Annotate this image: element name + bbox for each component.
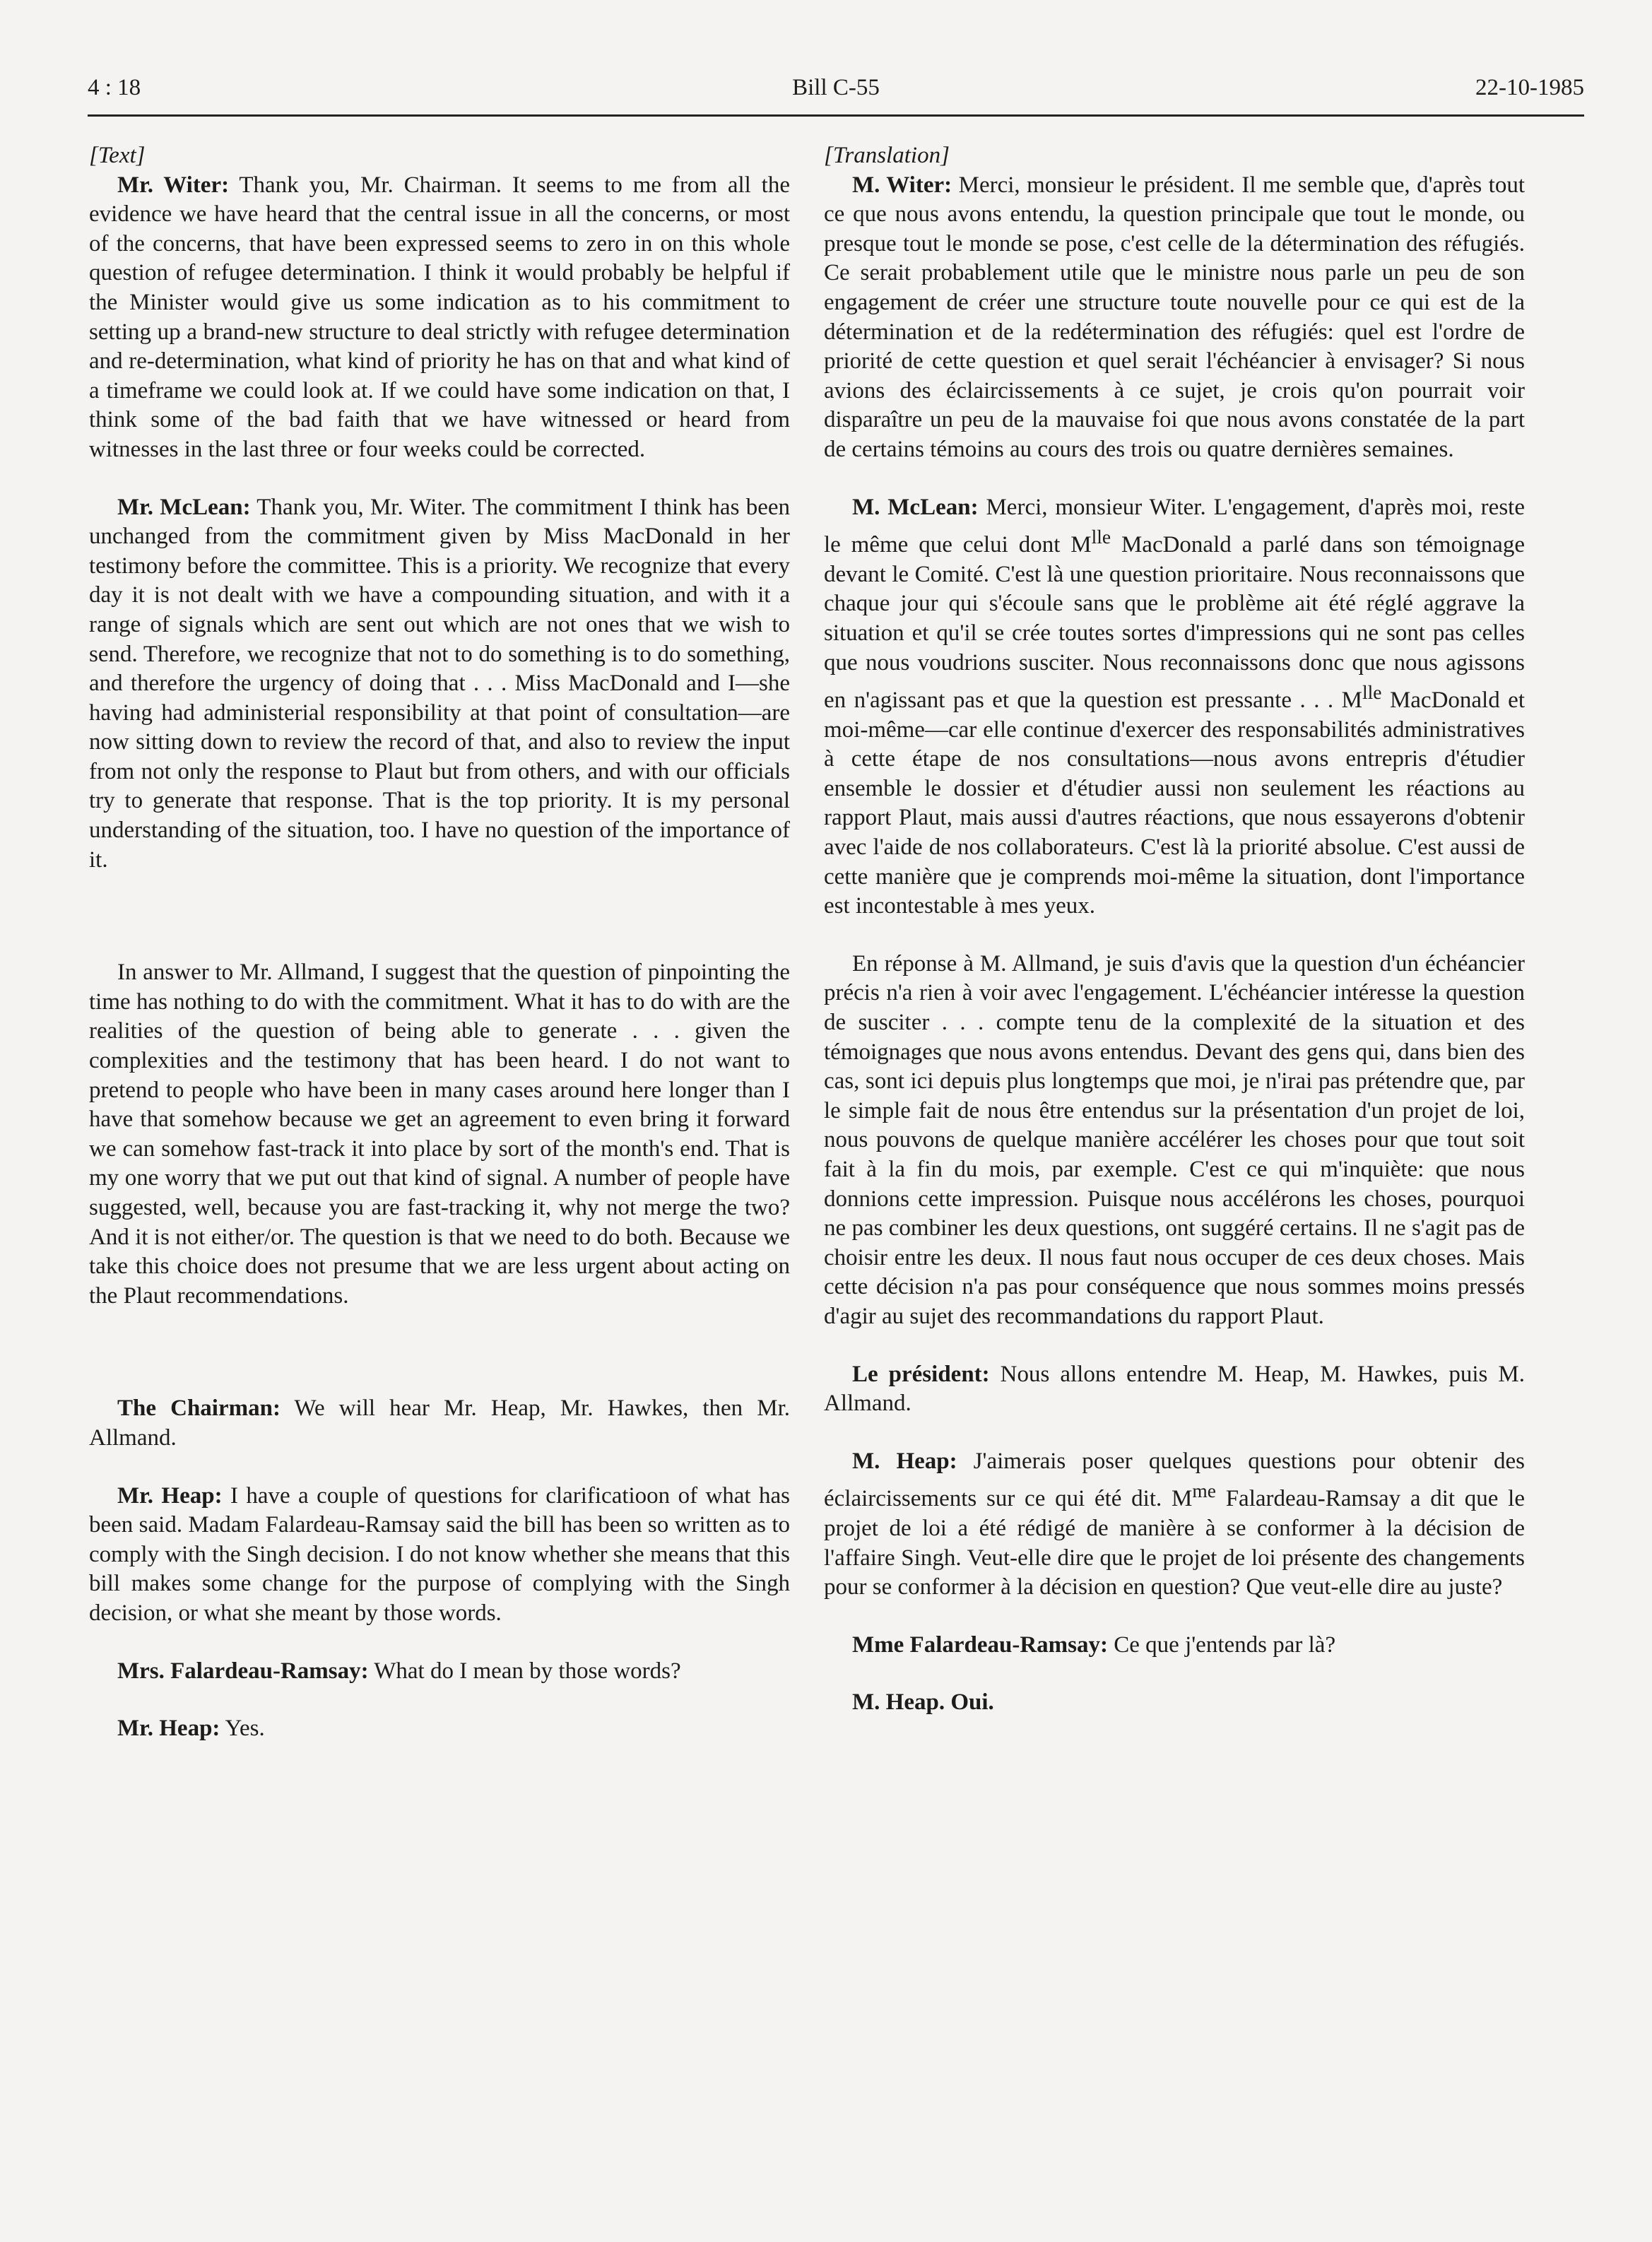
speaker-name: Mr. Heap: <box>117 1482 223 1509</box>
paragraph <box>89 1482 790 1629</box>
speaker-name: Mr. Heap: <box>117 1716 220 1742</box>
superscript: me <box>1192 1480 1216 1502</box>
paragraph <box>89 1714 790 1744</box>
speech-text: I have a couple of questions for clarificatioon of what has been said. Madam Falardeau-Ramsay said the bill has been so written as to comply with the Singh decision. I do not know whether she means that this bill makes some change for the purpose of complying with the Singh decision, or what she meant by those words. <box>89 1482 790 1626</box>
speaker-name: M. Witer: <box>852 172 952 198</box>
paragraph <box>824 1360 1525 1419</box>
page-header <box>88 72 1584 117</box>
speaker-name: Le président: <box>852 1361 990 1387</box>
speech-text: Merci, monsieur le président. Il me semble que, d'après tout ce que nous avons entendu, la question principale que tout le monde, ou presque tout le monde se pose, c'est celle de la détermination des réfugiés. Ce serait probablement utile que le ministre nous parle un peu de son engagement de créer une structure toute nouvelle pour ce qui est de la détermination et de la redétermination des réfugiés: quel est l'ordre de priorité de cette question et quel serait l'échéancier à envisager? Si nous avions des éclaircissements à ce sujet, je crois qu'on pourrait voir disparaître un peu de la mauvaise foi que nous avons constatée de la part de certains témoins au cours des trois ou quatre dernières semaines. <box>824 172 1525 462</box>
speech-text: MacDonald a parlé dans son témoignage devant le Comité. C'est là une question prioritaire. Nous reconnaissons que chaque jour qui s'écoule sans que le problème ait été réglé aggrave la situation et qu'il se crée toutes sortes d'impressions qui ne sont pas celles que nous voudrions susciter. Nous reconnaissons donc que nous agissons en n'agissant pas et que la question est pressante . . . M <box>824 532 1525 714</box>
speaker-name: M. Heap: <box>852 1448 957 1474</box>
paragraph <box>89 958 790 1311</box>
superscript: lle <box>1362 681 1382 704</box>
paragraph <box>824 171 1525 465</box>
speech-text: J'aimerais poser quelques questions pour obtenir des éclaircissements sur ce qui été dit. M <box>824 1448 1525 1512</box>
page-number: 4 : 18 <box>88 75 141 100</box>
column-label: [Text] <box>89 143 146 168</box>
bill-title: Bill C-55 <box>792 75 880 100</box>
speaker-name: The Chairman: <box>117 1396 281 1422</box>
speaker-name: Mr. Witer: <box>117 172 230 198</box>
speech-text: En réponse à M. Allmand, je suis d'avis que la question d'un échéancier précis n'a rien à voir avec l'engagement. L'échéancier intéresse la question de susciter . . . compte tenu de la complexité de la situation et des témoignages que nous avons entendus. Devant des gens qui, dans bien des cas, sont ici depuis plus longtemps que moi, je n'irai pas prétendre que, par le simple fait de nous être entendus sur la présentation d'un projet de loi, nous pouvons de quelque manière accélérer les choses pour que tout soit fait à la fin du mois, par exemple. C'est ce qui m'inquiète: que nous donnions cette impression. Puisque nous accélérons les choses, pourquoi ne pas combiner les deux questions, ont suggéré certains. Il ne s'agit pas de choisir entre les deux. Il nous faut nous occuper de ces deux choses. Mais cette décision n'a pas pour conséquence que nous sommes moins pressés d'agir au sujet des recommandations du rapport Plaut. <box>824 950 1525 1329</box>
speech-text: We will hear Mr. Heap, Mr. Hawkes, then Mr. Allmand. <box>89 1396 791 1451</box>
speech-text: Ce que j'entends par là? <box>1108 1632 1336 1658</box>
paragraph <box>824 1688 1525 1718</box>
header-date: 22-10-1985 <box>1475 75 1584 100</box>
paragraph <box>824 1447 1525 1603</box>
superscript: lle <box>1091 526 1111 548</box>
speech-text: Merci, monsieur Witer. L'engagement, d'après moi, reste le même que celui dont M <box>824 494 1525 558</box>
paragraph <box>824 950 1525 1332</box>
speaker-name: Mme Falardeau-Ramsay: <box>852 1632 1109 1658</box>
speaker-name: Mr. McLean: <box>117 494 251 520</box>
speech-text: Yes. <box>220 1716 265 1742</box>
paragraph <box>824 1631 1525 1660</box>
paragraph <box>824 493 1525 921</box>
paragraph <box>89 1657 790 1687</box>
paragraph <box>89 171 790 465</box>
speech-text: Falardeau-Ramsay a dit que le projet de loi a été rédigé de manière à se conformer à la décision de l'affaire Singh. Veut-elle dire que le projet de loi présente des changements pour se conformer à la décision en question? Que veut-elle dire au juste? <box>824 1486 1525 1600</box>
paragraph <box>89 493 790 875</box>
speaker-name: M. Heap. Oui. <box>852 1689 994 1716</box>
french-column <box>824 141 1525 1718</box>
column-label: [Translation] <box>824 143 950 168</box>
speaker-name: Mrs. Falardeau-Ramsay: <box>117 1658 369 1684</box>
speaker-name: M. McLean: <box>852 494 979 520</box>
english-column <box>89 141 790 1744</box>
speech-text: Thank you, Mr. Witer. The commitment I think has been unchanged from the commitment given by Miss MacDonald in her testimony before the committee. This is a priority. We recognize that every day it is not dealt with we have a compounding situation, and with it a range of signals which are sent out which are not ones that we wish to send. Therefore, we recognize that not to do something is to do something, and therefore the urgency of doing that . . . Miss MacDonald and I—she having had administerial responsibility at that point of consultation—are now sitting down to review the record of that, and also to review the input from not only the response to Plaut but from others, and with our officials try to generate that response. That is the top priority. It is my personal understanding of the situation, too. I have no question of the importance of it. <box>89 494 790 873</box>
speech-text: What do I mean by those words? <box>368 1658 681 1684</box>
speech-text: MacDonald et moi-même—car elle continue d'exercer des responsabilités administratives à cette étape de nos consultations—nous avons entrepris d'étudier ensemble le dossier et d'étudier aussi non seulement les réactions au rapport Plaut, mais aussi d'autres réactions, que nous essayerons d'obtenir avec l'aide de nos collaborateurs. C'est là la priorité absolue. C'est aussi de cette manière que je comprends moi-même la situation, dont l'importance est incontestable à mes yeux. <box>824 688 1525 919</box>
paragraph <box>89 1394 790 1453</box>
speech-text: Nous allons entendre M. Heap, M. Hawkes, puis M. Allmand. <box>824 1361 1525 1417</box>
speech-text: In answer to Mr. Allmand, I suggest that the question of pinpointing the time has nothing to do with the commitment. What it has to do with are the realities of the question of being able to generate . . . given the complexities and the testimony that has been heard. I do not want to pretend to people who have been in many cases around here longer than I have that somehow because we get an agreement to even bring it forward we can somehow fast-track it into place by sort of the month's end. That is my one worry that we put out that kind of signal. A number of people have suggested, well, because you are fast-tracking it, why not merge the two? And it is not either/or. The question is that we need to do both. Because we take this choice does not presume that we are less urgent about acting on the Plaut recommendations. <box>89 960 790 1309</box>
speech-text: Thank you, Mr. Chairman. It seems to me from all the evidence we have heard that the central issue in all the concerns, or most of the concerns, that have been expressed seems to zero in on this whole question of refugee determination. I think it would probably be helpful if the Minister would give us some indication as to his commitment to setting up a brand-new structure to deal strictly with refugee determination and re-determination, what kind of priority he has on that and what kind of a timeframe we could look at. If we could have some indication on that, I think some of the bad faith that we have witnessed or heard from witnesses in the last three or four weeks could be corrected. <box>89 172 790 462</box>
